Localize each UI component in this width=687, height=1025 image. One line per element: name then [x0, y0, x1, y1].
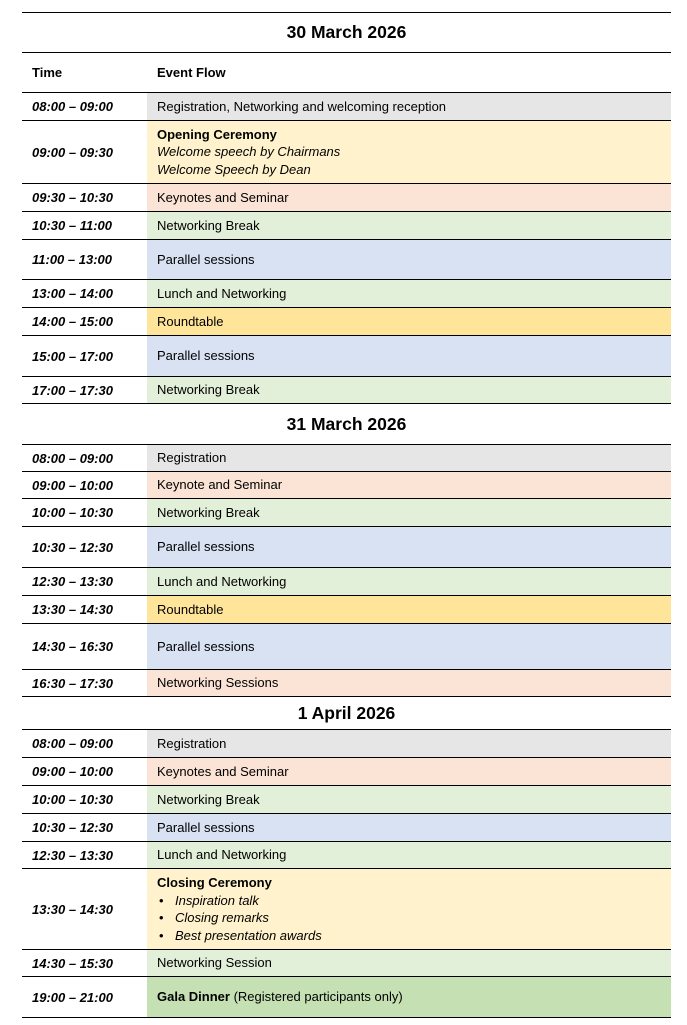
schedule-row [22, 786, 671, 813]
time-cell: 12:30 – 13:30 [32, 574, 113, 589]
time-cell: 14:30 – 15:30 [32, 955, 113, 971]
time-cell: 13:30 – 14:30 [32, 901, 113, 917]
event-cell: Networking Sessions [147, 670, 671, 696]
time-cell: 12:30 – 13:30 [32, 847, 113, 863]
event-cell: Lunch and Networking [147, 842, 671, 868]
time-cell: 09:00 – 10:00 [32, 477, 113, 493]
bullet-item: • Inspiration talk [157, 892, 671, 910]
time-cell: 10:00 – 10:30 [32, 505, 113, 520]
event-cell: Networking Break [147, 499, 671, 526]
event-detail: Welcome speech by Chairmans [157, 144, 341, 160]
time-column-header: Time [32, 65, 63, 80]
time-cell: 17:00 – 17:30 [32, 382, 113, 398]
time-cell: 08:00 – 09:00 [32, 736, 113, 751]
schedule-row [22, 240, 671, 279]
event-schedule [22, 12, 671, 1018]
schedule-row [22, 212, 671, 239]
schedule-row [22, 568, 671, 595]
event-cell: Keynotes and Seminar [147, 758, 671, 785]
event-cell: Networking Break [147, 377, 671, 403]
event-detail: Welcome Speech by Dean [157, 161, 311, 177]
schedule-row [22, 93, 671, 120]
event-cell: Parallel sessions [147, 336, 671, 376]
time-cell: 11:00 – 13:00 [32, 252, 112, 267]
schedule-row [22, 814, 671, 841]
event-cell [147, 977, 671, 1017]
event-cell [147, 121, 671, 183]
schedule-row [22, 377, 671, 403]
bullet-item: • Closing remarks [157, 909, 671, 927]
event-note: (Registered participants only) [229, 989, 403, 1005]
event-cell: Keynote and Seminar [147, 472, 671, 498]
event-title: Closing Ceremony [157, 875, 272, 890]
bullet-item: • Best presentation awards [157, 927, 671, 945]
schedule-row [22, 336, 671, 376]
schedule-row [22, 308, 671, 335]
day-heading: 1 April 2026 [297, 702, 396, 723]
event-cell: Registration, Networking and welcoming reception [147, 93, 671, 120]
schedule-row [22, 445, 671, 471]
time-cell: 14:30 – 16:30 [32, 639, 113, 654]
time-cell: 10:00 – 10:30 [32, 792, 113, 807]
day-heading: 31 March 2026 [286, 413, 407, 434]
event-title: Gala Dinner [157, 989, 230, 1005]
time-cell: 09:00 – 09:30 [32, 144, 113, 160]
event-cell: Roundtable [147, 596, 671, 623]
time-cell: 08:00 – 09:00 [32, 450, 113, 466]
time-cell: 13:00 – 14:00 [32, 286, 113, 301]
event-cell: Networking Break [147, 212, 671, 239]
schedule-row [22, 730, 671, 757]
schedule-row [22, 670, 671, 696]
event-title: Opening Ceremony [157, 126, 277, 142]
schedule-row [22, 950, 671, 976]
schedule-row [22, 842, 671, 868]
event-cell: Registration [147, 445, 671, 471]
schedule-row [22, 499, 671, 526]
event-cell: Parallel sessions [147, 624, 671, 669]
event-cell: Parallel sessions [147, 814, 671, 841]
schedule-row [22, 977, 671, 1017]
event-cell: Lunch and Networking [147, 280, 671, 307]
event-cell: Networking Session [147, 950, 671, 976]
bullet-list [157, 892, 671, 945]
event-cell: Networking Break [147, 786, 671, 813]
time-cell: 10:30 – 11:00 [32, 218, 112, 233]
schedule-row [22, 624, 671, 669]
schedule-row [22, 280, 671, 307]
event-cell: Keynotes and Seminar [147, 184, 671, 211]
time-cell: 08:00 – 09:00 [32, 99, 113, 114]
time-cell: 09:30 – 10:30 [32, 190, 113, 205]
schedule-row [22, 527, 671, 567]
event-cell [147, 869, 671, 949]
time-cell: 15:00 – 17:00 [32, 348, 113, 364]
schedule-row [22, 869, 671, 949]
event-cell: Roundtable [147, 308, 671, 335]
time-cell: 10:30 – 12:30 [32, 539, 113, 555]
gala-dinner-text [157, 988, 671, 1006]
schedule-row [22, 472, 671, 498]
day-heading: 30 March 2026 [286, 22, 407, 42]
event-cell: Parallel sessions [147, 240, 671, 279]
time-cell: 09:00 – 10:00 [32, 764, 113, 779]
time-cell: 13:30 – 14:30 [32, 602, 113, 617]
time-cell: 14:00 – 15:00 [32, 314, 113, 329]
time-cell: 10:30 – 12:30 [32, 820, 113, 835]
event-cell: Registration [147, 730, 671, 757]
schedule-row [22, 758, 671, 785]
event-column-header: Event Flow [157, 64, 226, 80]
event-cell: Lunch and Networking [147, 568, 671, 595]
schedule-row [22, 184, 671, 211]
time-cell: 19:00 – 21:00 [32, 989, 113, 1005]
table-header [22, 53, 671, 92]
event-cell: Parallel sessions [147, 527, 671, 567]
schedule-row [22, 121, 671, 183]
schedule-row [22, 596, 671, 623]
time-cell: 16:30 – 17:30 [32, 675, 113, 691]
